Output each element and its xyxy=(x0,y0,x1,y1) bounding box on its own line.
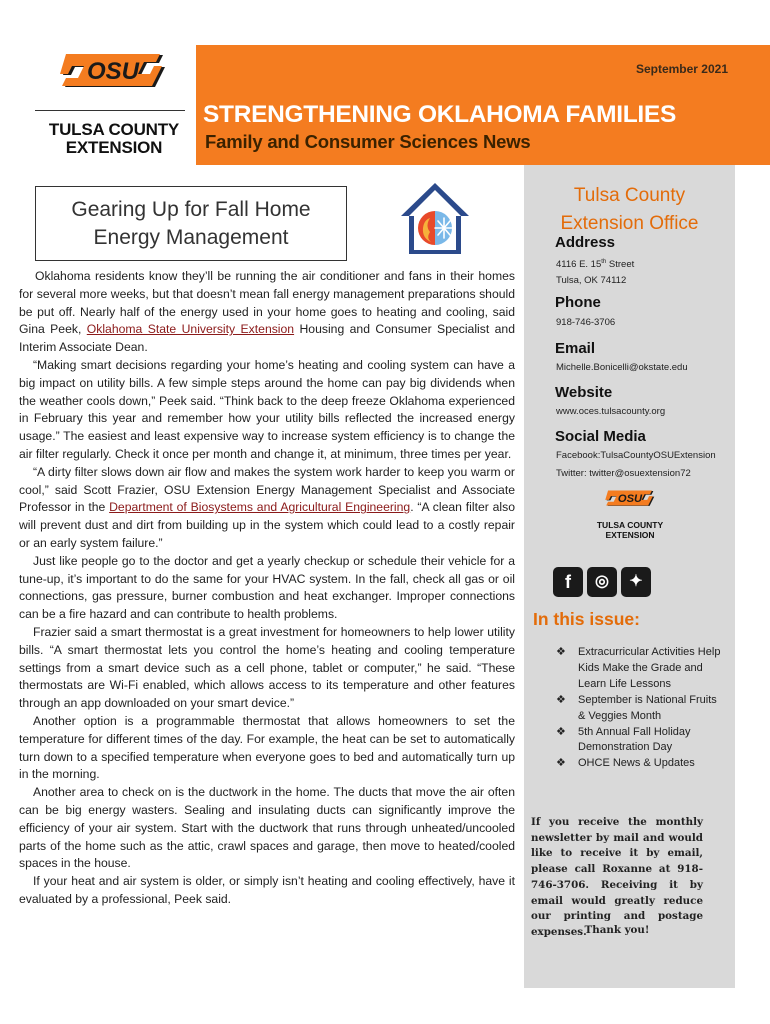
newsletter-subtitle: Family and Consumer Sciences News xyxy=(205,131,531,152)
osu-logo xyxy=(58,40,168,100)
email-address[interactable]: Michelle.Bonicelli@okstate.edu xyxy=(556,362,688,373)
phone-number[interactable]: 918-746-3706 xyxy=(556,317,616,328)
address-line2: Tulsa, OK 74112 xyxy=(556,275,627,287)
social-icons xyxy=(553,567,651,597)
in-this-issue-heading: In this issue: xyxy=(533,609,640,629)
issue-date: September 2021 xyxy=(635,62,728,76)
newsletter-title: STRENGTHENING OKLAHOMA FAMILIES xyxy=(203,101,676,128)
facebook-handle[interactable]: Facebook:TulsaCountyOSUExtension xyxy=(556,450,716,461)
twitter-icon[interactable]: ✦ xyxy=(621,567,651,597)
facebook-icon[interactable]: f xyxy=(553,567,583,597)
twitter-handle[interactable]: Twitter: twitter@osuextension72 xyxy=(556,468,691,479)
osu-logo-small-text: OSU xyxy=(617,493,643,506)
org-name-line2: EXTENSION xyxy=(65,138,163,157)
list-item: ❖ 5th Annual Fall Holiday Demonstration Day xyxy=(556,725,726,757)
diamond-bullet-icon: ❖ xyxy=(556,693,566,706)
list-item: ❖ September is National Fruits & Veggies Month xyxy=(556,693,726,725)
thank-you-text: Thank you! xyxy=(584,924,650,936)
osu-logo-text: OSU xyxy=(86,58,140,85)
email-subscription-note: If you receive the monthly newsletter by mail and would like to receive it by email, please call Roxanne at 918-746-3706. Receiving it by email would greatly reduce our printing and postage expenses. xyxy=(531,816,703,938)
osu-logo-small xyxy=(604,484,656,512)
email-heading: Email xyxy=(555,340,596,357)
logo-divider xyxy=(35,110,185,111)
list-item: ❖ Extracurricular Activities Help Kids Make the Grade and Learn Life Lessons xyxy=(556,645,726,693)
article-paragraph: “Making smart decisions regarding your home’s heating and cooling system can have a big impact on utility bills. A few simple steps around the home can pay big dividends when the weather cools down,” Peek said. “Think back to the deep freeze Oklahoma experienced in February this year and remember how your utility bills reflected the increased energy usage.” The easiest and least expensive way to increase system efficiency is to change the air filter regularly. Check it once per month and change it, at minimum, three times per year. xyxy=(19,357,515,461)
house-heating-cooling-icon xyxy=(398,180,472,258)
org-name-line1: TULSA COUNTY xyxy=(48,120,180,139)
instagram-icon[interactable]: ◎ xyxy=(587,567,617,597)
address-text xyxy=(556,254,634,289)
article-paragraph: Another area to check on is the ductwork in the home. The ducts that move the air often can be big energy wasters. Sealing and insulating ducts can significantly improve the efficiency of your air system. Start with the ductwork that runs through unheated/uncooled parts of the home such as the attic, crawl spaces and garage, then move to heated/cooled spaces in the house. xyxy=(19,785,515,871)
article-title-line1: Gearing Up for Fall Home xyxy=(71,197,311,221)
article-paragraph: Another option is a programmable thermostat that allows homeowners to set the temperature for different times of the day. For example, the heat can be set to automatically turn down to a specified temperature when everyone goes to bed and automatically turn up in the morning. xyxy=(19,713,515,782)
website-heading: Website xyxy=(555,384,613,401)
office-heading-line1: Tulsa County xyxy=(573,185,686,206)
list-item: ❖ OHCE News & Updates xyxy=(556,756,726,772)
social-media-text xyxy=(556,448,716,482)
article-title xyxy=(71,196,310,252)
office-heading xyxy=(524,182,735,238)
article-paragraph: Frazier said a smart thermostat is a great investment for homeowners to help lower utility bills. “A smart thermostat lets you control the home’s heating and cooling temperature settings from a smart device such as a cell phone, tablet or computer,” he said. “These thermostats are Wi-Fi enabled, which allows access to its temperature and other features through an app downloaded on your smart device.” xyxy=(19,624,515,711)
org-name-small-line1: TULSA COUNTY xyxy=(596,520,664,530)
diamond-bullet-icon: ❖ xyxy=(556,757,566,770)
phone-heading: Phone xyxy=(555,294,601,311)
article-paragraph: If your heat and air system is older, or simply isn’t heating and cooling effectively, have it evaluated by a professional, Peek said. xyxy=(19,874,515,906)
org-name xyxy=(34,121,194,157)
org-name-small-line2: EXTENSION xyxy=(605,529,655,540)
article-paragraph: “A dirty filter slows down air flow and makes the system work harder to keep you warm or cool,” said Scott Frazier, OSU Extension Energy Management Specialist and Associate Professor in the Department of Biosystems and Agricultural Engineering. “A clean filter also will prevent dust and dirt from building up in the system which could lead to a costly repair or an early system failure.” xyxy=(19,464,515,550)
issue-list xyxy=(556,645,726,772)
article-title-line2: Energy Management xyxy=(93,225,289,249)
article-title-box xyxy=(35,186,347,261)
social-media-heading: Social Media xyxy=(555,428,646,445)
diamond-bullet-icon: ❖ xyxy=(556,646,566,658)
office-heading-line2: Extension Office xyxy=(560,213,699,234)
address-line1: 4116 E. 15th Street xyxy=(556,259,635,271)
biosystems-department-link[interactable]: Department of Biosystems and Agricultural Engineering xyxy=(109,500,411,515)
article-paragraph: Just like people go to the doctor and get a yearly checkup or schedule their vehicle for a tune-up, it’s important to do the same for your HVAC system. In the fall, check all gas or oil connections, gas pressure, burner combustion and heat exchanger. Improper connections can be a fire hazard and can contribute to health problems. xyxy=(19,553,515,622)
article-paragraph: Oklahoma residents know they’ll be running the air conditioner and fans in their homes for several more weeks, but that doesn’t mean fall energy management preparations should be put off. Nearly half of the energy used in your home goes to heating and cooling, said Gina Peek, Oklahoma State University Extension Housing and Consumer Specialist and Interim Associate Dean. xyxy=(19,269,515,355)
address-heading: Address xyxy=(555,234,616,251)
diamond-bullet-icon: ❖ xyxy=(556,725,566,738)
website-url[interactable]: www.oces.tulsacounty.org xyxy=(556,406,666,417)
org-name-small xyxy=(590,521,670,540)
article-body xyxy=(19,268,515,909)
osu-extension-link[interactable]: Oklahoma State University Extension xyxy=(86,322,295,337)
